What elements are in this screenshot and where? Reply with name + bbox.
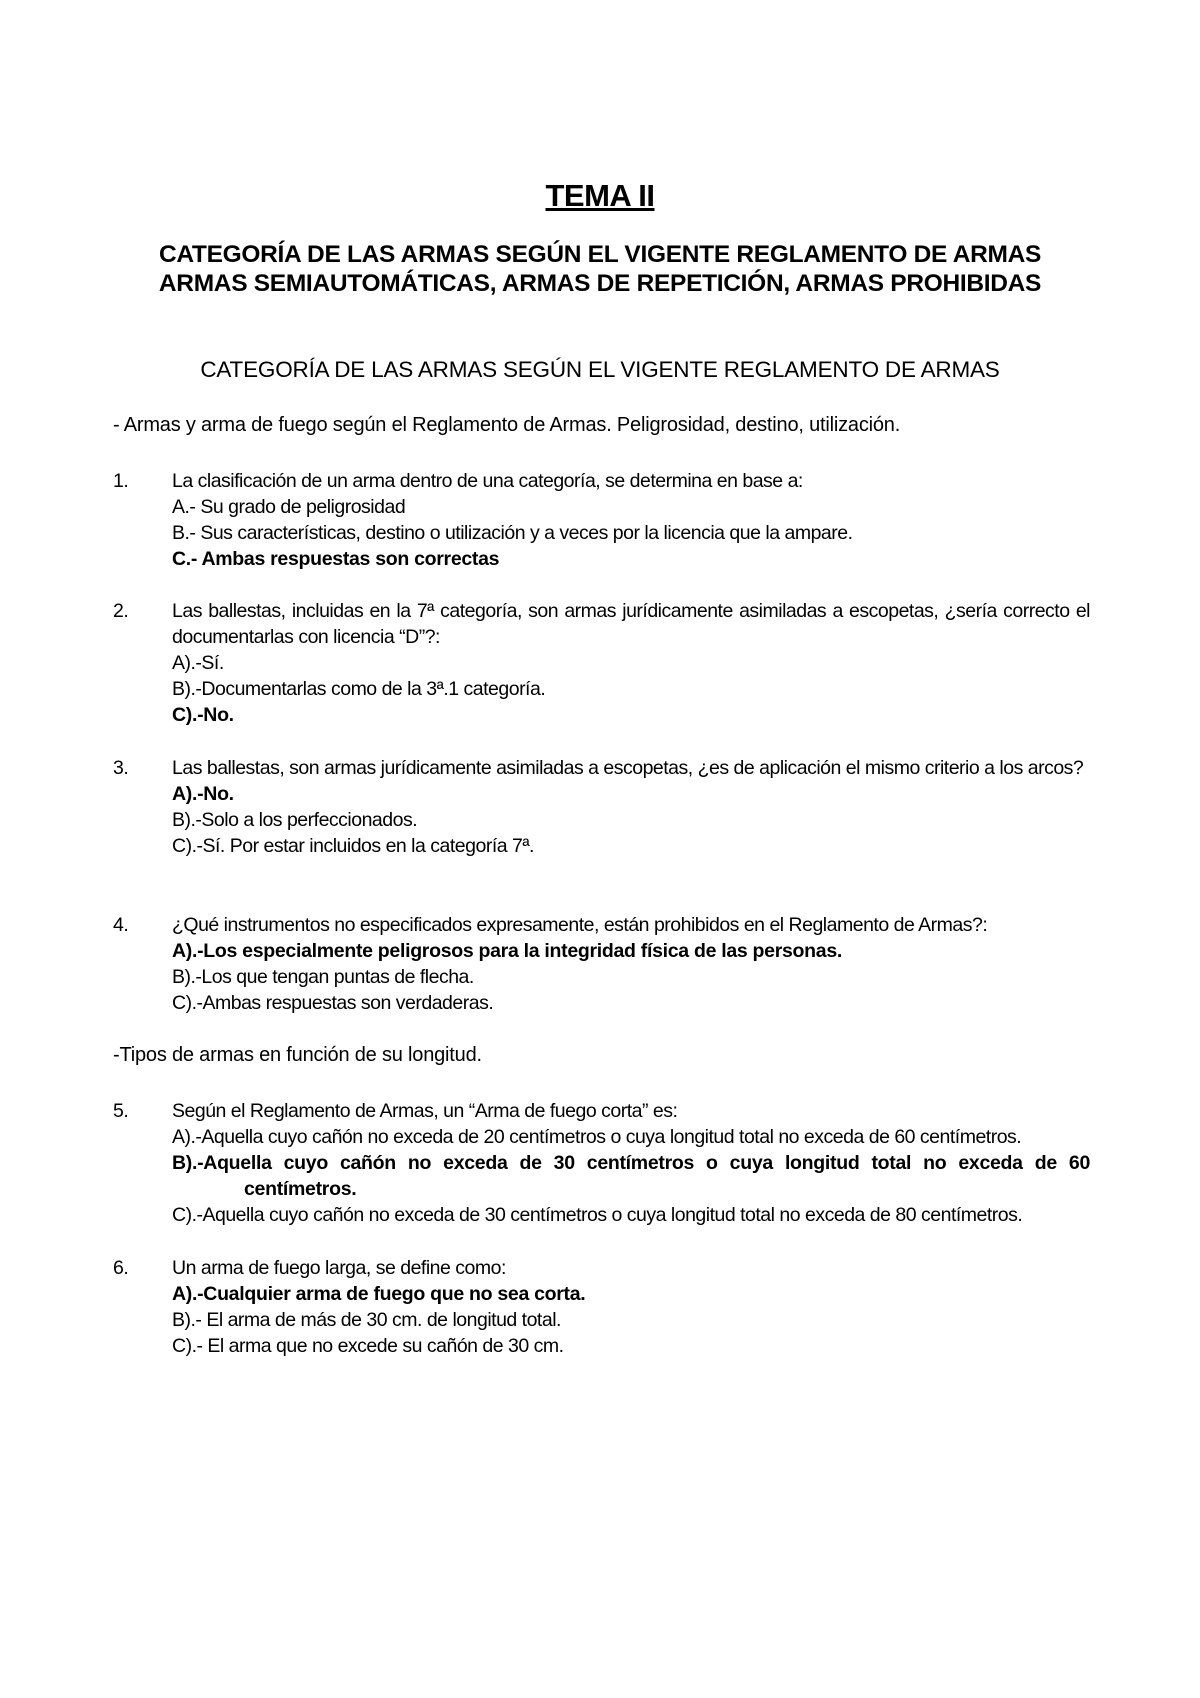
intro-topic-2: -Tipos de armas en función de su longitud. xyxy=(113,1044,482,1066)
option-c: C).-Ambas respuestas son verdaderas. xyxy=(172,992,494,1014)
question-stem: Un arma de fuego larga, se define como: xyxy=(172,1257,506,1279)
option-c: C).-Aquella cuyo cañón no exceda de 30 centímetros o cuya longitud total no exceda de 80 centímetros. xyxy=(172,1204,1023,1226)
option-b: B).-Los que tengan puntas de flecha. xyxy=(172,966,474,988)
option-a-correct: A).-No. xyxy=(172,783,234,805)
option-a-correct: A).-Cualquier arma de fuego que no sea corta. xyxy=(172,1283,586,1305)
document-subtitle xyxy=(0,240,1200,298)
option-b: B).-Documentarlas como de la 3ª.1 categoría. xyxy=(172,678,546,700)
option-c: C).- El arma que no excede su cañón de 30 cm. xyxy=(172,1335,564,1357)
option-c-correct: C).-No. xyxy=(172,704,234,726)
intro-topic-1: - Armas y arma de fuego según el Reglamento de Armas. Peligrosidad, destino, utilización. xyxy=(113,414,901,436)
question-number: 6. xyxy=(113,1257,129,1279)
option-b: B).-Solo a los perfeccionados. xyxy=(172,809,418,831)
question-stem: Las ballestas, son armas jurídicamente asimiladas a escopetas, ¿es de aplicación el mismo criterio a los arcos? xyxy=(172,757,1084,779)
option-a-correct: A).-Los especialmente peligrosos para la integridad física de las personas. xyxy=(172,940,842,962)
question-stem: Las ballestas, incluidas en la 7ª categoría, son armas jurídicamente asimiladas a escopetas, ¿sería correcto el documentarlas con licencia “D”?: xyxy=(172,600,1090,648)
question-number: 3. xyxy=(113,757,129,779)
question-number: 5. xyxy=(113,1100,129,1122)
option-a: A.- Su grado de peligrosidad xyxy=(172,496,406,518)
section-heading: CATEGORÍA DE LAS ARMAS SEGÚN EL VIGENTE REGLAMENTO DE ARMAS xyxy=(200,357,1000,382)
subtitle-line-2: ARMAS SEMIAUTOMÁTICAS, ARMAS DE REPETICIÓN, ARMAS PROHIBIDAS xyxy=(158,270,1042,297)
option-a: A).-Aquella cuyo cañón no exceda de 20 centímetros o cuya longitud total no exceda de 60 centímetros. xyxy=(172,1126,1022,1148)
question-number: 1. xyxy=(113,470,129,492)
question-number: 4. xyxy=(113,914,129,936)
question-6 xyxy=(113,1255,1090,1359)
page-title: TEMA II xyxy=(545,178,655,213)
option-c: C).-Sí. Por estar incluidos en la categoría 7ª. xyxy=(172,835,534,857)
question-number: 2. xyxy=(113,600,129,622)
question-4 xyxy=(113,912,1090,1016)
option-b: B.- Sus características, destino o utilización y a veces por la licencia que la ampare. xyxy=(172,522,853,544)
option-b: B).- El arma de más de 30 cm. de longitud total. xyxy=(172,1309,561,1331)
option-c-correct: C.- Ambas respuestas son correctas xyxy=(172,548,500,570)
question-5 xyxy=(113,1098,1090,1228)
option-b-correct: B).-Aquella cuyo cañón no exceda de 30 centímetros o cuya longitud total no exceda de 60 centímetros. xyxy=(172,1152,1090,1200)
option-a: A).-Sí. xyxy=(172,652,224,674)
question-stem: ¿Qué instrumentos no especificados expresamente, están prohibidos en el Reglamento de Armas?: xyxy=(172,914,988,936)
question-stem: La clasificación de un arma dentro de una categoría, se determina en base a: xyxy=(172,470,803,492)
question-3 xyxy=(113,755,1090,859)
question-stem: Según el Reglamento de Armas, un “Arma de fuego corta” es: xyxy=(172,1100,678,1122)
question-1 xyxy=(113,468,1090,572)
question-2 xyxy=(113,598,1090,728)
subtitle-line-1: CATEGORÍA DE LAS ARMAS SEGÚN EL VIGENTE REGLAMENTO DE ARMAS xyxy=(158,241,1042,268)
